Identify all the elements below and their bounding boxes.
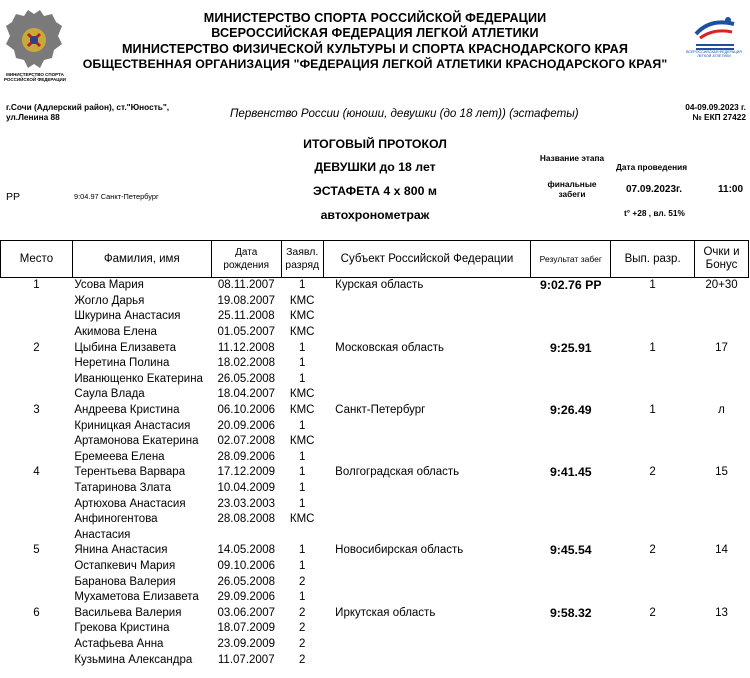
venue-line-1: г.Сочи (Адлерский район), ст."Юность", — [6, 102, 170, 112]
team-achieved-rank — [611, 590, 695, 606]
athlete-dob: 17.12.2009 — [217, 466, 276, 479]
team-place — [1, 309, 73, 325]
team-result — [531, 496, 611, 512]
team-place — [1, 590, 73, 606]
weather: t° +28 , вл. 51% — [624, 208, 685, 218]
stage-label: Название этапа — [539, 153, 605, 163]
table-row — [1, 621, 749, 637]
athlete-name: Татаринова Злата — [74, 482, 171, 495]
team-subject — [323, 528, 531, 544]
table-row — [1, 605, 749, 621]
team-subject — [323, 637, 531, 653]
team-place — [1, 387, 73, 403]
org-line-4: ОБЩЕСТВЕННАЯ ОРГАНИЗАЦИЯ "ФЕДЕРАЦИЯ ЛЕГКОЙ АТЛЕТИКИ КРАСНОДАРСКОГО КРАЯ" — [82, 57, 668, 71]
table-row — [1, 528, 749, 544]
table-header-row — [1, 241, 749, 278]
table-row — [1, 637, 749, 653]
results-table — [0, 240, 749, 668]
athlete-dob: 06.10.2006 — [217, 404, 276, 417]
team-achieved-rank — [611, 559, 695, 575]
athlete-rank: 1 — [298, 591, 306, 604]
team-place: 5 — [33, 544, 40, 557]
athlete-rank — [281, 528, 323, 544]
team-subject: Иркутская область — [335, 606, 436, 619]
team-place — [1, 294, 73, 310]
table-row — [1, 372, 749, 388]
table-row — [1, 574, 749, 590]
athlete-name: Грекова Кристина — [74, 622, 170, 635]
table-row — [1, 356, 749, 372]
team-achieved-rank — [611, 325, 695, 341]
table-row — [1, 309, 749, 325]
athlete-rank: КМС — [289, 310, 315, 323]
table-row — [1, 652, 749, 668]
team-place — [1, 418, 73, 434]
team-result: 9:41.45 — [549, 465, 592, 480]
team-place — [1, 372, 73, 388]
athlete-rank: 2 — [298, 653, 306, 666]
team-place — [1, 450, 73, 466]
org-line-3: МИНИСТЕРСТВО ФИЗИЧЕСКОЙ КУЛЬТУРЫ И СПОРТА КРАСНОДАРСКОГО КРАЯ — [121, 42, 629, 56]
ekp-number: № ЕКП 27422 — [692, 112, 746, 122]
team-place — [1, 481, 73, 497]
team-achieved-rank — [611, 481, 695, 497]
table-row — [1, 340, 749, 356]
athlete-rank: 2 — [298, 606, 306, 619]
team-result: 9:02.76 РР — [540, 278, 602, 293]
athlete-dob: 01.05.2007 — [217, 326, 276, 339]
table-row — [1, 294, 749, 310]
team-points — [694, 559, 748, 575]
team-place — [1, 434, 73, 450]
team-achieved-rank — [611, 372, 695, 388]
team-points — [694, 652, 748, 668]
athlete-dob: 28.08.2008 — [217, 513, 276, 526]
athlete-rank: 1 — [298, 466, 306, 479]
team-result — [531, 621, 611, 637]
start-time: 11:00 — [718, 184, 744, 195]
athlete-dob: 18.07.2009 — [217, 622, 276, 635]
athlete-dob: 20.09.2006 — [217, 419, 276, 432]
team-result — [531, 637, 611, 653]
athlete-name: Васильева Валерия — [74, 606, 182, 619]
team-place: 2 — [33, 341, 40, 354]
protocol-category: ДЕВУШКИ до 18 лет — [314, 160, 436, 174]
athlete-dob: 23.03.2003 — [217, 497, 276, 510]
team-place — [1, 528, 73, 544]
athlete-rank: 1 — [298, 279, 306, 292]
team-place — [1, 356, 73, 372]
athlete-dob: 08.11.2007 — [217, 279, 275, 292]
athlete-name: Иванющенко Екатерина — [74, 372, 203, 385]
team-subject — [323, 652, 531, 668]
athlete-name: Артамонова Екатерина — [74, 435, 199, 448]
team-achieved-rank — [611, 418, 695, 434]
protocol-timing: автохронометраж — [320, 208, 430, 222]
col-header-achieved: Вып. разр. — [611, 241, 695, 278]
team-result: 9:25.91 — [549, 340, 592, 355]
team-subject: Новосибирская область — [335, 544, 464, 557]
team-points — [694, 574, 748, 590]
team-result — [531, 590, 611, 606]
team-subject: Московская область — [335, 341, 444, 354]
venue-line-2: ул.Ленина 88 — [6, 112, 60, 122]
team-place: 4 — [33, 466, 40, 479]
team-result — [531, 559, 611, 575]
table-row — [1, 434, 749, 450]
team-achieved-rank — [611, 652, 695, 668]
team-subject — [323, 559, 531, 575]
team-points: л — [718, 404, 725, 417]
athlete-rank: 1 — [298, 341, 306, 354]
team-subject — [323, 387, 531, 403]
col-header-dob: Дата рождения — [211, 241, 281, 278]
results-body — [1, 278, 749, 668]
team-achieved-rank — [611, 512, 695, 528]
athlete-rank: 1 — [298, 482, 306, 495]
team-points — [694, 418, 748, 434]
ministry-emblem-caption: МИНИСТЕРСТВО СПОРТА РОССИЙСКОЙ ФЕДЕРАЦИИ — [3, 72, 67, 82]
date-label: Дата проведения — [616, 162, 688, 172]
athlete-dob: 29.09.2006 — [217, 591, 276, 604]
table-row — [1, 465, 749, 481]
team-achieved-rank: 2 — [649, 544, 656, 557]
team-subject — [323, 294, 531, 310]
col-header-name: Фамилия, имя — [72, 241, 211, 278]
athlete-dob: 26.05.2008 — [217, 575, 276, 588]
team-result — [531, 356, 611, 372]
athlete-rank: КМС — [289, 294, 315, 307]
athlete-name: Жогло Дарья — [74, 294, 145, 307]
record-label: РР — [6, 191, 21, 203]
team-subject — [323, 496, 531, 512]
team-place: 1 — [33, 279, 40, 292]
athlete-name: Янина Анастасия — [74, 544, 168, 557]
athlete-name: Астафьева Анна — [74, 637, 164, 650]
team-place — [1, 637, 73, 653]
team-result — [531, 528, 611, 544]
athlete-dob: 11.07.2007 — [217, 653, 275, 666]
table-row — [1, 590, 749, 606]
team-achieved-rank — [611, 496, 695, 512]
protocol-event: ЭСТАФЕТА 4 х 800 м — [313, 184, 437, 198]
team-subject — [323, 450, 531, 466]
athlete-rank: 2 — [298, 575, 306, 588]
team-achieved-rank — [611, 434, 695, 450]
team-subject — [323, 481, 531, 497]
athlete-dob: 18.04.2007 — [217, 388, 276, 401]
team-subject — [323, 418, 531, 434]
athlete-name: Баранова Валерия — [74, 575, 176, 588]
team-achieved-rank — [611, 309, 695, 325]
team-result: 9:45.54 — [549, 543, 592, 558]
team-place — [1, 621, 73, 637]
team-result — [531, 574, 611, 590]
team-result — [531, 481, 611, 497]
team-points — [694, 372, 748, 388]
record-value: 9:04.97 Санкт-Петербург — [74, 192, 159, 201]
athlete-name: Анастасия — [74, 528, 131, 541]
athlete-dob: 23.09.2009 — [217, 637, 276, 650]
table-row — [1, 543, 749, 559]
athlete-dob: 14.05.2008 — [217, 544, 276, 557]
team-achieved-rank — [611, 528, 695, 544]
athlete-rank: 1 — [298, 357, 306, 370]
athlete-rank: КМС — [289, 513, 315, 526]
org-line-2: ВСЕРОССИЙСКАЯ ФЕДЕРАЦИЯ ЛЕГКОЙ АТЛЕТИКИ — [211, 26, 539, 40]
team-place — [1, 574, 73, 590]
athlete-name: Кузьмина Александра — [74, 653, 193, 666]
table-row — [1, 403, 749, 419]
protocol-title: ИТОГОВЫЙ ПРОТОКОЛ — [303, 137, 447, 151]
team-achieved-rank — [611, 356, 695, 372]
athlete-name: Неретина Полина — [74, 357, 170, 370]
team-points: 20+30 — [705, 279, 738, 292]
athlete-name: Андреева Кристина — [74, 404, 180, 417]
team-subject — [323, 325, 531, 341]
team-points — [694, 496, 748, 512]
athlete-dob: 11.12.2008 — [217, 341, 275, 354]
team-points — [694, 356, 748, 372]
team-place — [1, 496, 73, 512]
team-place — [1, 325, 73, 341]
team-points — [694, 294, 748, 310]
athlete-dob: 10.04.2009 — [217, 482, 276, 495]
table-row — [1, 481, 749, 497]
team-result — [531, 372, 611, 388]
team-achieved-rank: 1 — [649, 341, 656, 354]
athlete-rank: КМС — [289, 404, 315, 417]
team-subject — [323, 309, 531, 325]
team-achieved-rank: 2 — [649, 466, 656, 479]
team-achieved-rank: 2 — [649, 606, 656, 619]
team-place — [1, 559, 73, 575]
athlete-name: Акимова Елена — [74, 326, 157, 339]
team-subject: Курская область — [335, 279, 424, 292]
team-achieved-rank — [611, 387, 695, 403]
competition-dates: 04-09.09.2023 г. — [685, 102, 746, 112]
table-row — [1, 418, 749, 434]
team-place: 3 — [33, 404, 40, 417]
team-result — [531, 309, 611, 325]
table-row — [1, 512, 749, 528]
org-line-1: МИНИСТЕРСТВО СПОРТА РОССИЙСКОЙ ФЕДЕРАЦИИ — [203, 11, 547, 25]
team-achieved-rank — [611, 621, 695, 637]
team-result — [531, 434, 611, 450]
team-subject — [323, 590, 531, 606]
team-points — [694, 434, 748, 450]
team-points — [694, 450, 748, 466]
athlete-rank: 2 — [298, 622, 306, 635]
team-subject — [323, 574, 531, 590]
team-points — [694, 481, 748, 497]
team-achieved-rank — [611, 450, 695, 466]
team-result — [531, 418, 611, 434]
athlete-rank: КМС — [289, 326, 315, 339]
team-achieved-rank — [611, 637, 695, 653]
athlete-rank: 1 — [298, 544, 306, 557]
team-result: 9:58.32 — [549, 605, 592, 620]
table-row — [1, 450, 749, 466]
athlete-name: Криницкая Анастасия — [74, 419, 191, 432]
athlete-dob: 28.09.2006 — [217, 450, 276, 463]
team-points — [694, 621, 748, 637]
athlete-name: Анфиногентова — [74, 513, 158, 526]
athlete-dob: 25.11.2008 — [217, 310, 275, 323]
table-row — [1, 559, 749, 575]
col-header-rank: Заявл. разряд — [281, 241, 323, 278]
ministry-emblem-icon — [4, 8, 64, 78]
team-result — [531, 294, 611, 310]
athlete-name: Артюхова Анастасия — [74, 497, 186, 510]
team-points: 14 — [715, 544, 728, 557]
team-subject: Санкт-Петербург — [335, 404, 426, 417]
team-points — [694, 512, 748, 528]
team-result — [531, 512, 611, 528]
team-subject — [323, 621, 531, 637]
athlete-rank: 1 — [298, 497, 306, 510]
team-points — [694, 590, 748, 606]
team-subject — [323, 356, 531, 372]
athlete-dob: 03.06.2007 — [217, 606, 276, 619]
team-subject — [323, 512, 531, 528]
team-points — [694, 325, 748, 341]
athlete-dob: 18.02.2008 — [217, 357, 276, 370]
athlete-name: Мухаметова Елизавета — [74, 591, 199, 604]
team-place — [1, 512, 73, 528]
team-achieved-rank: 1 — [649, 404, 656, 417]
athlete-name: Еремеева Елена — [74, 450, 165, 463]
athlete-name: Усова Мария — [74, 279, 144, 292]
table-row — [1, 278, 749, 294]
team-subject: Волгоградская область — [335, 466, 460, 479]
team-result: 9:26.49 — [549, 403, 592, 418]
athlete-name: Шкурина Анастасия — [74, 310, 181, 323]
col-header-points: Очки и Бонус — [694, 241, 748, 278]
athlete-dob: 19.08.2007 — [217, 294, 276, 307]
team-result — [531, 652, 611, 668]
date-value: 07.09.2023г. — [626, 184, 682, 195]
table-row — [1, 387, 749, 403]
team-subject — [323, 434, 531, 450]
athlete-rank: 1 — [298, 450, 306, 463]
col-header-result: Результат забег — [531, 241, 611, 278]
col-header-subject: Субъект Российской Федерации — [323, 241, 531, 278]
athlete-name: Терентьева Варвара — [74, 466, 186, 479]
athlete-rank: 1 — [298, 419, 306, 432]
athlete-rank: 1 — [298, 372, 306, 385]
team-result — [531, 387, 611, 403]
team-result — [531, 450, 611, 466]
team-points: 15 — [715, 466, 728, 479]
team-points: 17 — [715, 341, 728, 354]
team-points — [694, 528, 748, 544]
athlete-dob — [211, 528, 281, 544]
team-achieved-rank — [611, 574, 695, 590]
stage-value: финальные забеги — [547, 179, 597, 199]
athlete-name: Остапкевич Мария — [74, 559, 176, 572]
team-points — [694, 637, 748, 653]
athlete-rank: КМС — [289, 388, 315, 401]
table-row — [1, 496, 749, 512]
team-subject — [323, 372, 531, 388]
athlete-dob: 26.05.2008 — [217, 372, 276, 385]
team-points — [694, 309, 748, 325]
athletics-federation-caption: ВСЕРОССИЙСКАЯ ФЕДЕРАЦИЯ ЛЕГКОЙ АТЛЕТИКИ — [686, 50, 742, 58]
team-place: 6 — [33, 606, 40, 619]
athlete-dob: 09.10.2006 — [217, 559, 276, 572]
team-result — [531, 325, 611, 341]
competition-title: Первенство России (юноши, девушки (до 18 лет)) (эстафеты) — [230, 107, 579, 120]
team-achieved-rank — [611, 294, 695, 310]
team-place — [1, 652, 73, 668]
athlete-rank: КМС — [289, 435, 315, 448]
team-points — [694, 387, 748, 403]
athlete-rank: 2 — [298, 637, 306, 650]
col-header-place: Место — [1, 241, 73, 278]
team-points: 13 — [715, 606, 728, 619]
athlete-rank: 1 — [298, 559, 306, 572]
athlete-dob: 02.07.2008 — [217, 435, 276, 448]
team-achieved-rank: 1 — [649, 279, 656, 292]
athlete-name: Саула Влада — [74, 388, 145, 401]
table-row — [1, 325, 749, 341]
athlete-name: Цыбина Елизавета — [74, 341, 177, 354]
